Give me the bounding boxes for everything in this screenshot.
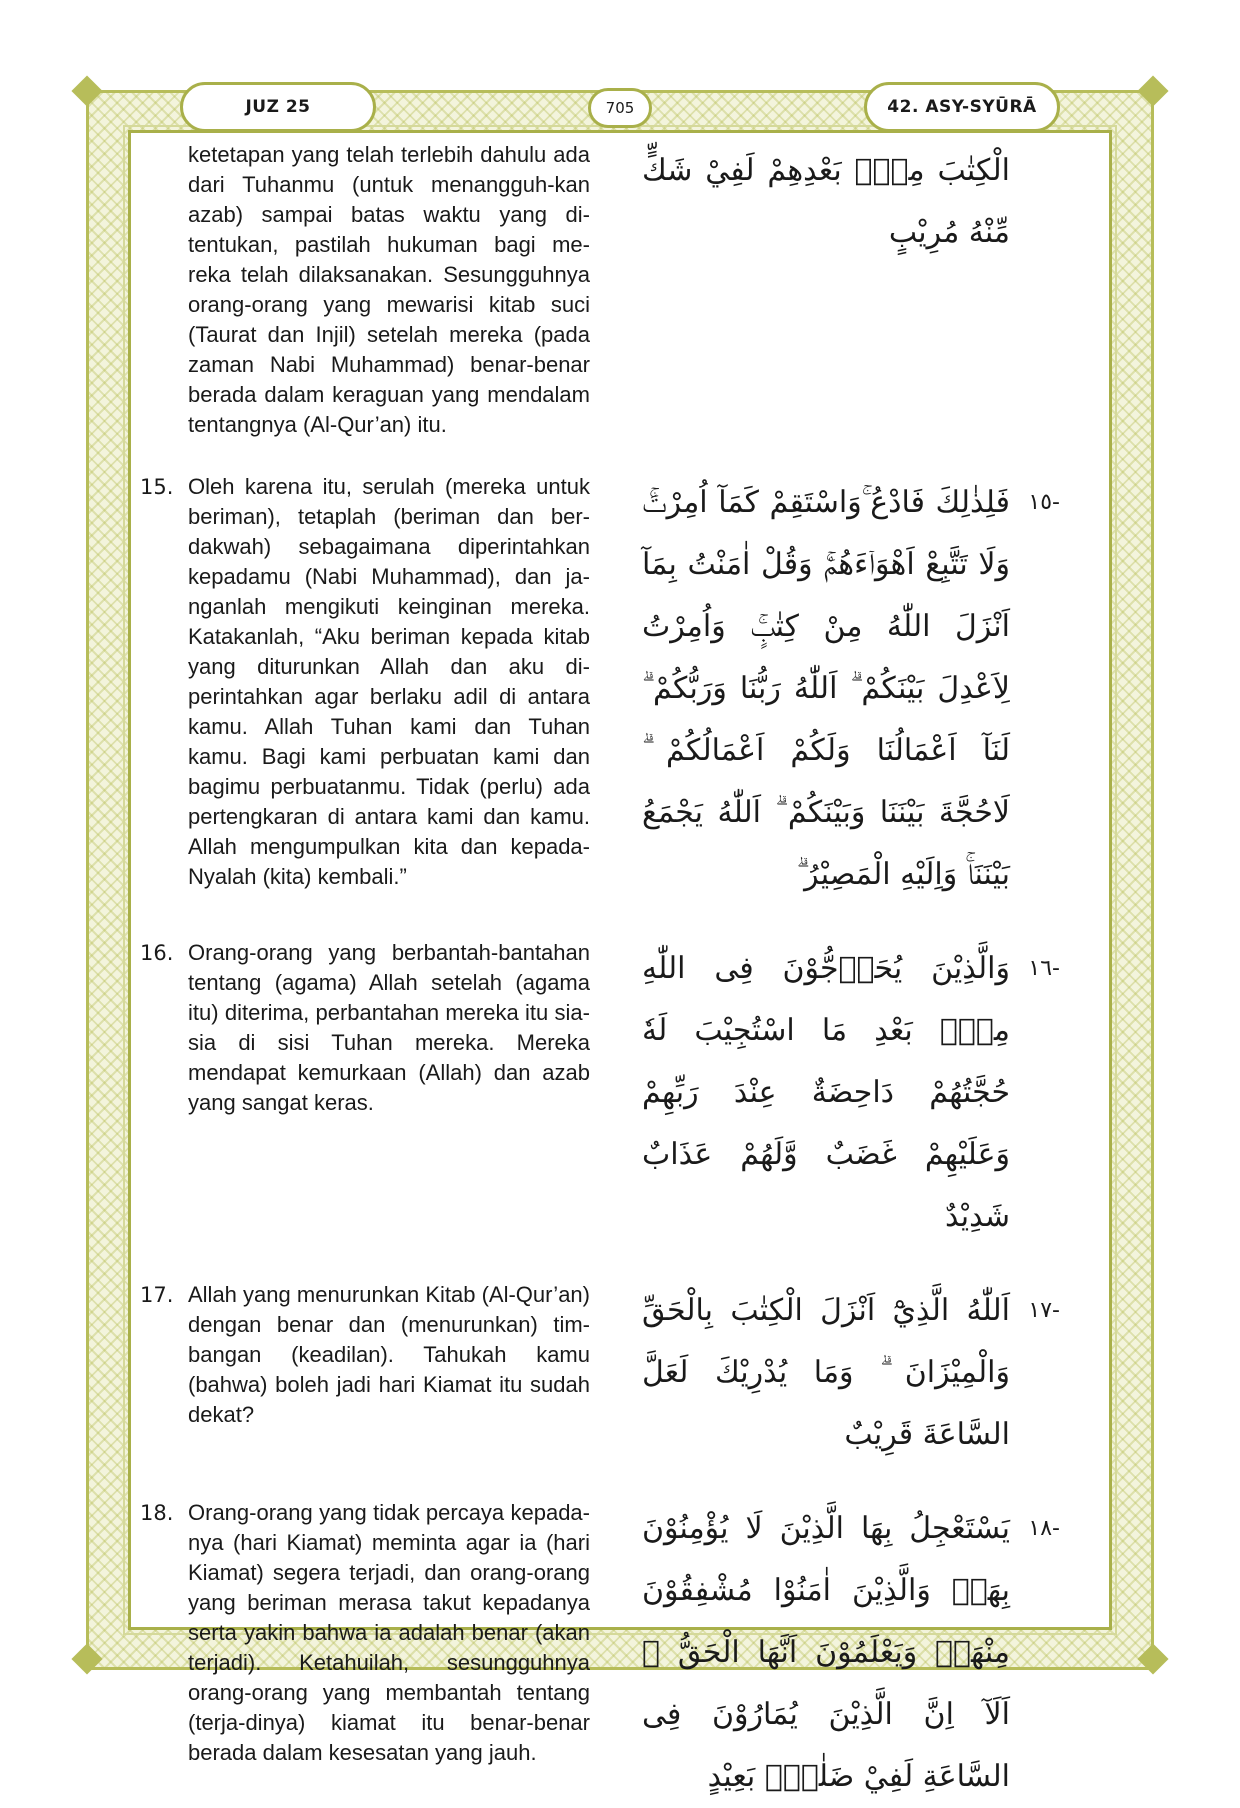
verse-translation: Oleh karena itu, serulah (mereka untuk beriman), tetaplah (beriman dan ber-dakwah) sebagaimana diperintahkan kepadamu (Nabi Muhammad), dan ja-nganlah mengikuti keinginan mereka. Katakanlah, “Aku beriman kepada kitab yang diturunkan Allah dan aku di-perintahkan agar berlaku adil di antara kamu. Allah Tuhan kami dan Tuhan kamu. Bagi kami perbuatan kami dan bagimu perbuatanmu. Tidak (perlu) ada pertengkaran di antara kami dan kamu. Allah mengumpulkan kita dan kepada-Nyalah (kita) kembali.” bbox=[188, 474, 590, 889]
verse-number bbox=[140, 140, 188, 440]
translation-column bbox=[140, 1280, 602, 1466]
arabic-column bbox=[642, 472, 1100, 906]
verse-block-continuation bbox=[140, 140, 1100, 440]
verse-translation: ketetapan yang telah terlebih dahulu ada dari Tuhanmu (untuk menangguh-kan azab) sampai batas waktu yang di-tentukan, pastilah hukuman bagi me-reka telah dilaksanakan. Sesungguhnya orang-orang yang mewarisi kitab suci (Taurat dan Injil) setelah mereka (pada zaman Nabi Muhammad) benar-benar berada dalam keraguan yang mendalam tentangnya (Al-Qur’an) itu. bbox=[188, 142, 590, 437]
verse-number: 16. bbox=[140, 941, 174, 965]
page-content bbox=[140, 140, 1100, 1808]
arabic-verse-number: -١٧ bbox=[1028, 1298, 1060, 1323]
arabic-verse-text: الْكِتٰبَ مِنْۢ بَعْدِهِمْ لَفِيْ شَكٍّ مِّنْهُ مُرِيْبٍ bbox=[642, 153, 1010, 250]
translation-column bbox=[140, 938, 602, 1248]
arabic-column bbox=[642, 1280, 1100, 1466]
verse-translation: Orang-orang yang tidak percaya kepada-nya (hari Kiamat) meminta agar ia (hari Kiamat) segera terjadi, dan orang-orang yang beriman merasa takut kepadanya serta yakin bahwa ia adalah benar (akan terjadi). Ketahuilah, sesungguhnya orang-orang yang membantah tentang (terja-dinya) kiamat itu benar-benar berada dalam kesesatan yang jauh. bbox=[188, 1500, 590, 1765]
verse-number: 18. bbox=[140, 1501, 174, 1525]
translation-column bbox=[140, 140, 602, 440]
arabic-verse-text: فَلِذٰلِكَ فَادْعُ ۚوَاسْتَقِمْ كَمَآ اُمِرْتَۚ وَلَا تَتَّبِعْ اَهْوَاۤءَهُمْۚ وَقُلْ اٰمَنْتُ بِمَآ اَنْزَلَ اللّٰهُ مِنْ كِتٰبٍۚ وَاُمِرْتُ لِاَعْدِلَ بَيْنَكُمْ ۗ اَللّٰهُ رَبُّنَا وَرَبُّكُمْ ۗ لَنَآ اَعْمَالُنَا وَلَكُمْ اَعْمَالُكُمْ ۗ لَاحُجَّةَ بَيْنَنَا وَبَيْنَكُمْ ۗ اَللّٰهُ يَجْمَعُ بَيْنَنَاۚ وَاِلَيْهِ الْمَصِيْرُ ۗ bbox=[642, 485, 1010, 892]
translation-column bbox=[140, 472, 602, 906]
verse-block-18 bbox=[140, 1498, 1100, 1808]
surah-label: 42. ASY-SYŪRĀ bbox=[864, 82, 1060, 132]
arabic-verse-text: اَللّٰهُ الَّذِيْٓ اَنْزَلَ الْكِتٰبَ بِالْحَقِّ وَالْمِيْزَانَ ۗ وَمَا يُدْرِيْكَ لَعَلَّ السَّاعَةَ قَرِيْبٌ bbox=[642, 1293, 1010, 1452]
verse-block-15 bbox=[140, 472, 1100, 906]
arabic-verse-text: وَالَّذِيْنَ يُحَاۤجُّوْنَ فِى اللّٰهِ مِنْۢ بَعْدِ مَا اسْتُجِيْبَ لَهٗ حُجَّتُهُمْ دَاحِضَةٌ عِنْدَ رَبِّهِمْ وَعَلَيْهِمْ غَضَبٌ وَّلَهُمْ عَذَابٌ شَدِيْدٌ bbox=[642, 951, 1010, 1234]
arabic-verse-text: يَسْتَعْجِلُ بِهَا الَّذِيْنَ لَا يُؤْمِنُوْنَ بِهَاۚ وَالَّذِيْنَ اٰمَنُوْا مُشْفِقُوْنَ مِنْهَاۙ وَيَعْلَمُوْنَ اَنَّهَا الْحَقُّ ۗ اَلَآ اِنَّ الَّذِيْنَ يُمَارُوْنَ فِى السَّاعَةِ لَفِيْ ضَلٰلٍۢ بَعِيْدٍ bbox=[642, 1511, 1010, 1794]
verse-block-16 bbox=[140, 938, 1100, 1248]
juz-label: JUZ 25 bbox=[180, 82, 376, 132]
verse-translation: Allah yang menurunkan Kitab (Al-Qur’an) dengan benar dan (menurunkan) tim-bangan (keadilan). Tahukah kamu (bahwa) boleh jadi hari Kiamat itu sudah dekat? bbox=[188, 1282, 590, 1427]
arabic-column bbox=[642, 140, 1100, 440]
translation-column bbox=[140, 1498, 602, 1808]
verse-translation: Orang-orang yang berbantah-bantahan tentang (agama) Allah setelah (agama itu) diterima, perbantahan mereka itu sia-sia di sisi Tuhan mereka. Mereka mendapat kemurkaan (Allah) dan azab yang sangat keras. bbox=[188, 940, 590, 1115]
page-number: 705 bbox=[588, 88, 652, 128]
arabic-column bbox=[642, 1498, 1100, 1808]
arabic-verse-number: -١٨ bbox=[1028, 1516, 1060, 1541]
arabic-verse-number: -١٦ bbox=[1028, 956, 1060, 981]
arabic-column bbox=[642, 938, 1100, 1248]
verse-number: 17. bbox=[140, 1283, 174, 1307]
verse-number: 15. bbox=[140, 475, 174, 499]
arabic-verse-number: -١٥ bbox=[1028, 490, 1060, 515]
verse-block-17 bbox=[140, 1280, 1100, 1466]
